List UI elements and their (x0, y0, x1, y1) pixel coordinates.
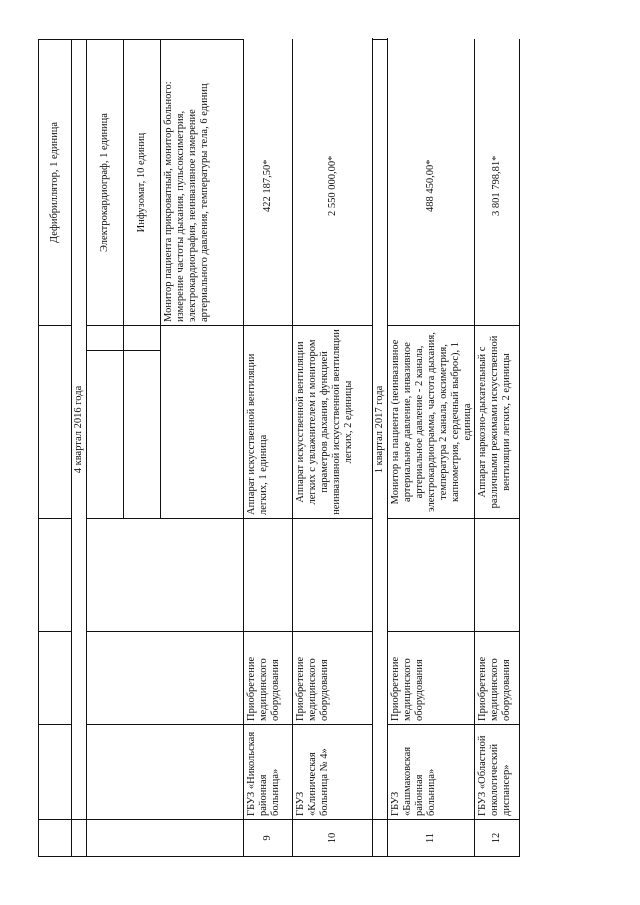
cell-empty (87, 725, 244, 820)
equipment-cell: Инфузомат, 10 единиц (124, 40, 161, 326)
cell-empty (87, 351, 124, 519)
table-row (244, 40, 293, 857)
cell-empty (124, 351, 161, 519)
row-number: 12 (475, 820, 520, 857)
cell-empty (293, 519, 373, 632)
rotated-table-frame (38, 40, 512, 857)
equipment-cell: Монитор на пациента (неинвазивное артериальное давление, инвазивное артериальное давление - 2 канала, электрокардиограмма, частота дыхания, температура 2 канала, оксиметрия, капнометрия, сердечный выброс), 1 единица (388, 326, 475, 519)
cell-empty (87, 326, 124, 351)
cell-empty (39, 519, 72, 632)
section-row (373, 40, 388, 857)
section-row (72, 40, 87, 857)
table-row (475, 40, 520, 857)
row-number: 10 (293, 820, 373, 857)
cost-cell: 2 550 000,00* (293, 40, 373, 326)
cell-empty (39, 326, 72, 519)
equipment-table (38, 39, 520, 857)
equipment-cell: Аппарат искусственной вентиляции легких, 1 единица (244, 326, 293, 519)
cell-empty (39, 725, 72, 820)
table-row (39, 40, 72, 857)
cost-cell: 422 187,50* (244, 40, 293, 326)
section-header: 1 квартал 2017 года (373, 40, 388, 820)
cell-empty (87, 820, 244, 857)
equipment-cell: Дефибриллятор, 1 единица (39, 40, 72, 326)
purpose-cell: Приобретение медицинского оборудования (475, 632, 520, 725)
cost-cell: 488 450,00* (388, 40, 475, 326)
institution-cell: ГБУЗ «Башмаковская районная больница» (388, 725, 475, 820)
cell-empty (244, 519, 293, 632)
purpose-cell: Приобретение медицинского оборудования (293, 632, 373, 725)
cell-empty (39, 820, 72, 857)
row-number: 11 (388, 820, 475, 857)
section-header: 4 квартал 2016 года (72, 40, 87, 820)
purpose-cell: Приобретение медицинского оборудования (244, 632, 293, 725)
institution-cell: ГБУЗ «Областной онкологический диспансер» (475, 725, 520, 820)
cell-empty (388, 519, 475, 632)
institution-cell: ГБУЗ «Клиническая больница № 4» (293, 725, 373, 820)
equipment-cell: Электрокардиограф, 1 единица (87, 40, 124, 326)
cell-empty (161, 326, 244, 519)
row-number: 9 (244, 820, 293, 857)
equipment-cell: Аппарат искусственной вентиляции легких с увлажнителем и монитором параметров дыхания, функцией неинвазивной искусственной вентиляции легких, 2 единицы (293, 326, 373, 519)
cell-empty (475, 519, 520, 632)
table-row (293, 40, 373, 857)
cell-empty (373, 820, 388, 857)
cell-empty (124, 326, 161, 351)
purpose-cell: Приобретение медицинского оборудования (388, 632, 475, 725)
cost-cell: 3 801 798,81* (475, 40, 520, 326)
equipment-cell: Аппарат наркозно-дыхательный с различными режимами искусственной вентиляции легких, 2 единицы (475, 326, 520, 519)
table-row (388, 40, 475, 857)
cell-empty (72, 820, 87, 857)
equipment-cell: Монитор пациента прикроватный, монитор больного: измерение частоты дыхания, пульсоксиметрия, электрокардиография, неинвазивное измерение артериального давления, температуры тела, 6 единиц (161, 40, 244, 326)
table-row (87, 40, 124, 857)
cell-empty (87, 519, 244, 632)
institution-cell: ГБУЗ «Никольская районная больница» (244, 725, 293, 820)
cell-empty (87, 632, 244, 725)
cell-empty (39, 632, 72, 725)
